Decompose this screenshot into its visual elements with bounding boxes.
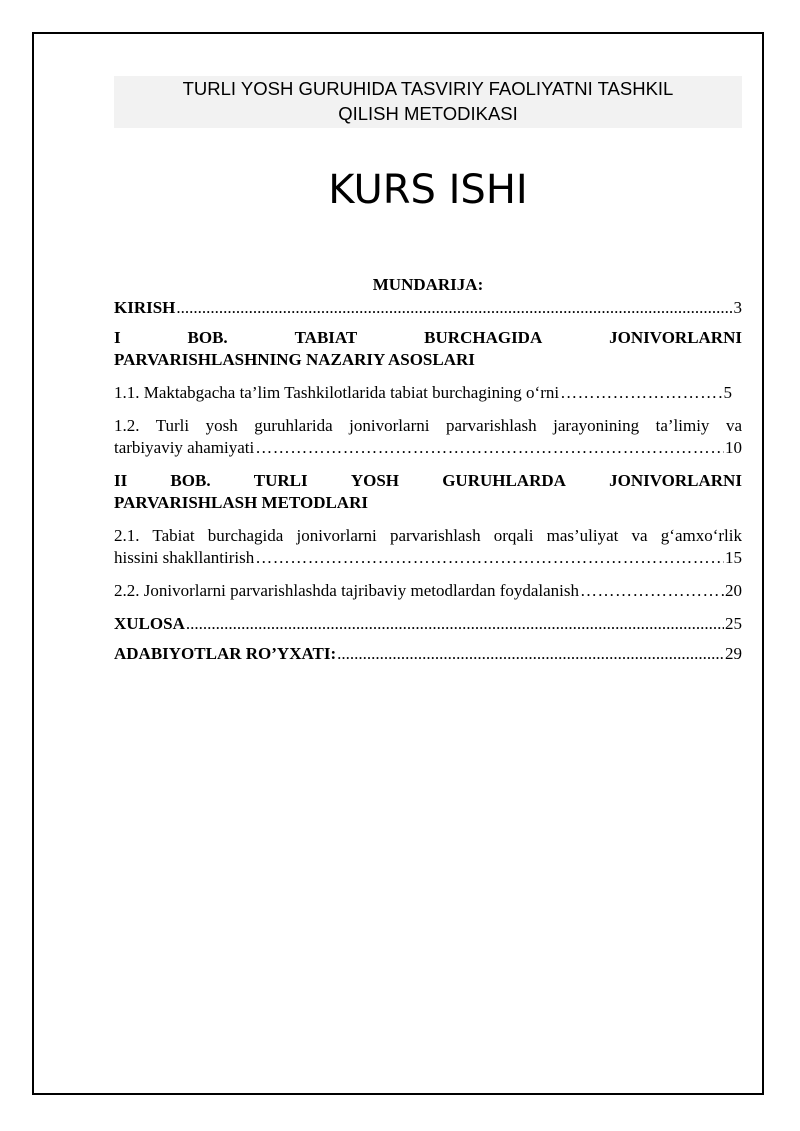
- chapter-word: II: [114, 471, 128, 490]
- toc-entry-line: 2.1. Tabiat burchagida jonivorlarni parvarishlash orqali mas’uliyat va g‘amxo‘rlik: [114, 526, 742, 545]
- dot-leader: [337, 643, 724, 665]
- toc-entry-label: KIRISH: [114, 298, 176, 317]
- toc-entry-2-2[interactable]: [114, 580, 742, 602]
- topic-line-1: TURLI YOSH GURUHIDA TASVIRIY FAOLIYATNI TASHKIL: [182, 78, 674, 99]
- toc-entry-page: 29: [725, 644, 742, 663]
- chapter-title-line: PARVARISHLASHNING NAZARIY ASOSLARI: [114, 350, 475, 369]
- dot-leader: [255, 437, 724, 459]
- toc-entry-label: XULOSA: [114, 614, 185, 633]
- toc-entry-line: 1.2. Turli yosh guruhlarida jonivorlarni parvarishlash jarayonining ta’limiy va: [114, 416, 742, 435]
- chapter-word: YOSH: [350, 471, 399, 490]
- toc-entry-references[interactable]: [114, 643, 742, 665]
- chapter-word: TURLI: [253, 471, 308, 490]
- toc-entry-label: hissini shakllantirish: [114, 548, 255, 567]
- dot-leader: [560, 382, 722, 404]
- toc-entry-page: 10: [725, 438, 742, 457]
- toc-entry-label: tarbiyaviy ahamiyati: [114, 438, 255, 457]
- page-title: KURS ISHI: [328, 167, 528, 213]
- toc-entry-label: 1.1. Maktabgacha ta’lim Tashkilotlarida tabiat burchagining o‘rni: [114, 383, 560, 402]
- toc-entry-2-1[interactable]: [114, 525, 742, 569]
- chapter-word: JONIVORLARNI: [609, 471, 742, 490]
- toc-entry-page: 20: [725, 581, 742, 600]
- toc-entry-conclusion[interactable]: [114, 613, 742, 635]
- dot-leader: [580, 580, 724, 602]
- chapter-word: JONIVORLARNI: [609, 328, 742, 347]
- chapter-title-line: PARVARISHLASH METODLARI: [114, 493, 368, 512]
- toc-entry-1-2[interactable]: [114, 415, 742, 459]
- toc-chapter-2[interactable]: [114, 470, 742, 514]
- topic-banner: [114, 76, 742, 128]
- toc-heading: MUNDARIJA:: [372, 275, 484, 294]
- chapter-word: TABIAT: [294, 328, 358, 347]
- toc-entry-1-1[interactable]: [114, 382, 732, 404]
- toc-entry-label: ADABIYOTLAR RO’YXATI:: [114, 644, 337, 663]
- chapter-word: BOB.: [170, 471, 211, 490]
- table-of-contents: [114, 273, 742, 665]
- chapter-word: BOB.: [187, 328, 228, 347]
- chapter-word: BURCHAGIDA: [424, 328, 543, 347]
- chapter-word: I: [114, 328, 121, 347]
- toc-entry-page: 5: [723, 383, 732, 402]
- toc-entry-page: 3: [733, 298, 742, 317]
- dot-leader: [186, 613, 724, 635]
- toc-chapter-1[interactable]: [114, 327, 742, 371]
- dot-leader: [255, 547, 724, 569]
- toc-entry-page: 15: [725, 548, 742, 567]
- toc-entry-label: 2.2. Jonivorlarni parvarishlashda tajribaviy metodlardan foydalanish: [114, 581, 580, 600]
- toc-entry-intro[interactable]: [114, 297, 742, 319]
- chapter-word: GURUHLARDA: [442, 471, 566, 490]
- toc-entry-page: 25: [725, 614, 742, 633]
- dot-leader: [176, 297, 732, 319]
- topic-line-2: QILISH METODIKASI: [338, 103, 518, 124]
